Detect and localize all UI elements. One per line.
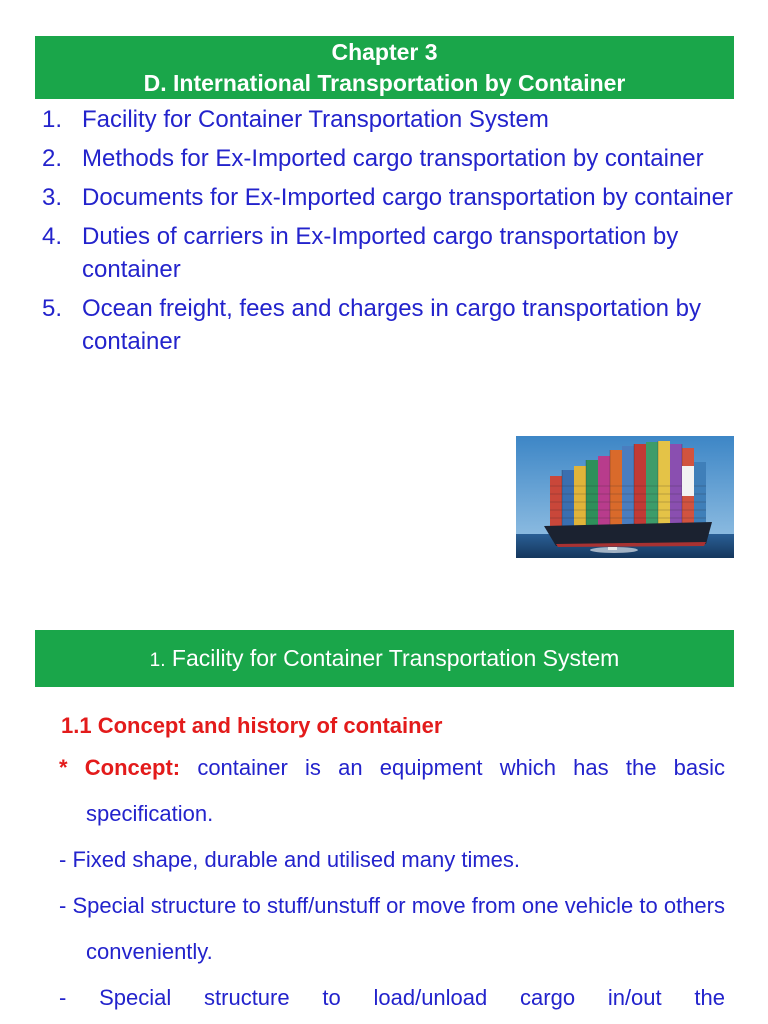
toc-item-3: 3. Documents for Ex-Imported cargo transportation by container bbox=[42, 184, 733, 211]
table-of-contents bbox=[40, 103, 740, 364]
bullet-1: - Fixed shape, durable and utilised many times. bbox=[59, 847, 521, 872]
toc-item-2: 2. Methods for Ex-Imported cargo transportation by container bbox=[42, 145, 704, 172]
chapter-label: Chapter 3 bbox=[331, 39, 438, 65]
toc-item-1: 1. Facility for Container Transportation System bbox=[42, 106, 549, 133]
concept-paragraph bbox=[35, 745, 725, 837]
chapter-banner bbox=[35, 36, 734, 99]
toc-item-4: 4. Duties of carriers in Ex-Imported cargo transportation by container bbox=[42, 223, 679, 283]
section-body bbox=[35, 707, 725, 1021]
container-ship-image bbox=[516, 436, 734, 558]
concept-label: * Concept: bbox=[59, 755, 181, 780]
bullet-2: - Special structure to stuff/unstuff or move from one vehicle to others conveniently. bbox=[59, 893, 725, 964]
subheading: 1.1 Concept and history of container bbox=[61, 713, 443, 738]
section-banner bbox=[35, 630, 734, 687]
concept-text: container is an equipment which has the basic specification. bbox=[86, 755, 726, 826]
section-title: Facility for Container Transportation System bbox=[171, 645, 620, 671]
chapter-title: D. International Transportation by Container bbox=[143, 70, 626, 96]
bullet-3: - Special structure to load/unload cargo in/out the bbox=[59, 985, 725, 1010]
toc-item-5: 5. Ocean freight, fees and charges in cargo transportation by container bbox=[42, 295, 702, 355]
section-number: 1. bbox=[149, 650, 166, 671]
